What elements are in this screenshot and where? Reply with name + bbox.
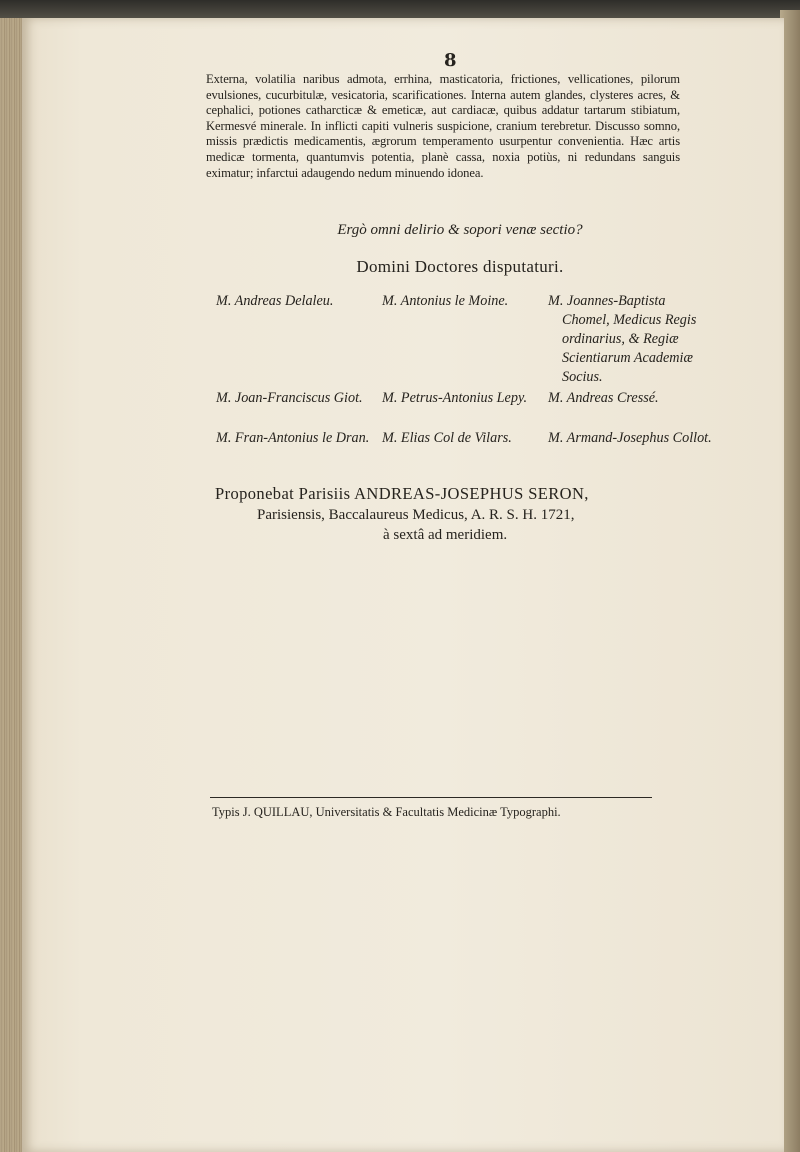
proponebat-line-1: Proponebat Parisiis ANDREAS-JOSEPHUS SERON, xyxy=(215,484,589,503)
body-paragraph: Externa, volatilia naribus admota, errhina, masticatoria, frictiones, vellicationes, pilorum evulsiones, cucurbitulæ, vesicatoria, scarificationes. Interna autem glandes, clysteres acres, & cephalici, potiones catharcticæ & emeticæ, aut cardiacæ, quibus addatur tartarum stibiatum, Kermesvé minerale. In inflicti capiti vulneris suspicione, cranium terebretur. Discusso somno, missis prædictis medicamentis, ægrorum temperamento usurpentur convenientia. Hæc artis medicæ tormenta, quantumvis potentia, planè cassa, noxia potiùs, ni redundans sanguis eximatur; infarctui adaugendo nedum minuendo idonea. xyxy=(206,72,680,180)
proponebat-line-2: Parisiensis, Baccalaureus Medicus, A. R. S. H. 1721, xyxy=(257,506,575,523)
horizontal-rule xyxy=(210,797,652,798)
doctor-name: M. Fran-Antonius le Dran. xyxy=(216,430,370,446)
book-page xyxy=(22,18,784,1152)
proponebat-statement xyxy=(215,484,685,546)
doctor-name: M. Antonius le Moine. xyxy=(382,293,509,309)
doctor-name: M. Armand-Josephus Collot. xyxy=(548,430,712,446)
doctor-name: M. Andreas Cressé. xyxy=(548,390,659,406)
proponebat-line-3: à sextâ ad meridiem. xyxy=(383,527,508,543)
doctor-name: M. Andreas Delaleu. xyxy=(216,293,334,309)
doctors-heading: Domini Doctores disputaturi. xyxy=(356,257,564,276)
doctor-name: M. Joannes-Baptista Chomel, Medicus Regis ordinarius, & Regiæ Scientiarum Academiæ Socius. xyxy=(548,293,697,385)
thesis-question: Ergò omni delirio & sopori venæ sectio? xyxy=(337,222,583,238)
doctor-name: M. Petrus-Antonius Lepy. xyxy=(382,390,528,406)
doctor-name: M. Elias Col de Vilars. xyxy=(382,430,512,446)
doctor-name: M. Joan-Franciscus Giot. xyxy=(216,390,363,406)
printer-imprint: Typis J. QUILLAU, Universitatis & Facultatis Medicinæ Typographi. xyxy=(212,805,561,819)
page-number: 8 xyxy=(444,50,457,71)
